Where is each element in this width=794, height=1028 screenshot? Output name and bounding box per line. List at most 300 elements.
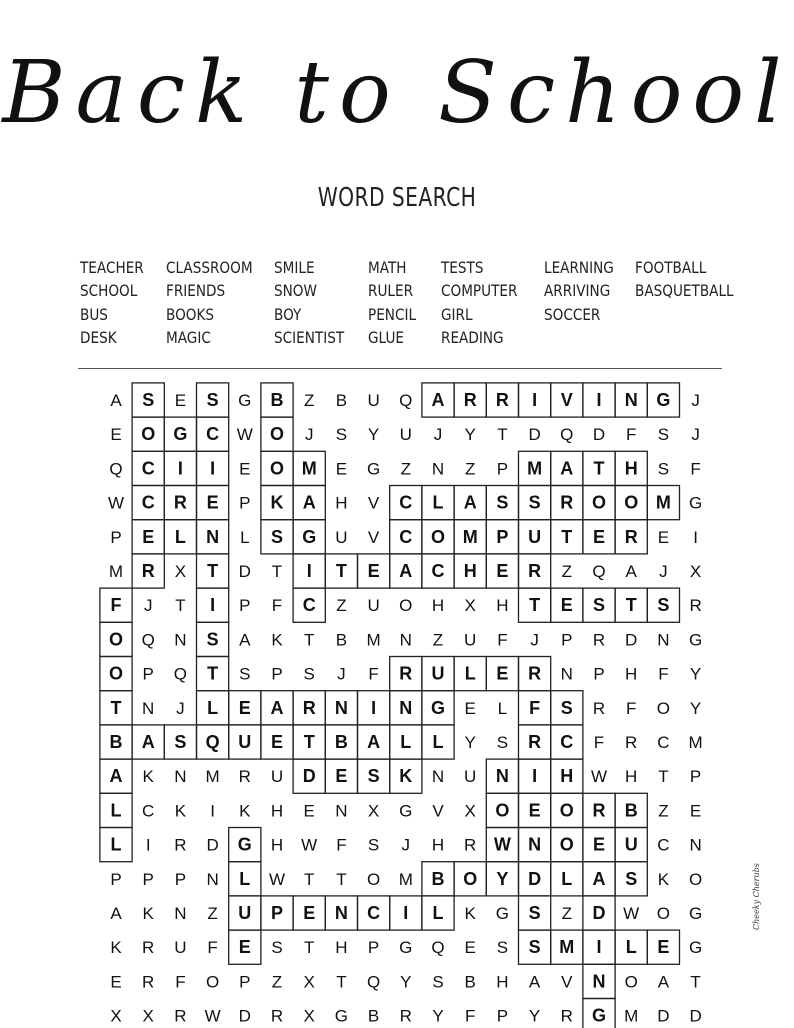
grid-letter: U (431, 663, 445, 684)
grid-letter: F (593, 733, 605, 752)
grid-letter: B (367, 1006, 380, 1026)
grid-letter: K (110, 938, 122, 958)
word-item: GLUE (368, 327, 404, 347)
grid-letter: P (110, 527, 122, 547)
grid-letter: C (560, 732, 574, 752)
grid-letter: D (657, 1006, 670, 1026)
grid-letter: S (560, 697, 573, 718)
grid-letter: F (497, 630, 508, 650)
grid-letter: H (625, 767, 638, 787)
grid-letter: S (335, 425, 348, 445)
word-item: TEACHER (80, 258, 144, 277)
grid-letter: U (335, 527, 348, 547)
grid-letter: V (561, 972, 573, 992)
grid-letter: C (399, 492, 413, 513)
grid-letter: E (464, 938, 476, 958)
grid-letter: E (239, 459, 251, 479)
grid-letter: T (207, 663, 219, 684)
grid-letter: Y (689, 698, 702, 718)
grid-letter: K (464, 904, 476, 923)
subtitle: WORD SEARCH (317, 183, 477, 213)
grid-letter: E (270, 732, 284, 752)
grid-letter: G (656, 390, 671, 410)
word-item: SNOW (274, 281, 317, 301)
grid-letter: A (302, 492, 316, 513)
grid-letter: M (559, 937, 575, 958)
grid-letter: A (528, 972, 541, 992)
grid-letter: P (496, 459, 509, 479)
grid-letter: E (496, 561, 509, 581)
grid-letter: G (237, 834, 252, 855)
grid-letter: S (206, 629, 219, 650)
grid-letter: D (206, 835, 219, 855)
grid-letter: G (173, 424, 188, 445)
grid-letter: N (206, 526, 220, 547)
grid-letter: M (108, 562, 124, 581)
grid-letter: Z (207, 904, 218, 923)
grid-letter: C (142, 801, 155, 821)
word-item: MAGIC (166, 327, 211, 347)
grid-letter: S (496, 938, 509, 958)
grid-letter: N (689, 835, 702, 855)
grid-letter: O (108, 663, 124, 684)
grid-letter: L (432, 732, 444, 752)
grid-letter: H (496, 972, 509, 992)
grid-letter: J (143, 596, 153, 616)
grid-letter: E (464, 698, 476, 718)
grid-letter: K (271, 630, 283, 650)
grid-letter: L (464, 663, 476, 684)
grid-letter: R (592, 800, 606, 821)
grid-letter: R (141, 561, 155, 581)
grid-letter: O (624, 492, 639, 513)
grid-letter: S (625, 868, 638, 889)
word-item: DESK (80, 327, 117, 347)
grid-letter: S (367, 835, 380, 855)
grid-letter: E (592, 526, 606, 547)
grid-letter: R (592, 630, 606, 650)
grid-letter: O (366, 869, 381, 889)
grid-letter: X (142, 1006, 154, 1026)
grid-letter: T (529, 595, 541, 616)
grid-letter: R (560, 1006, 573, 1026)
grid-letter: L (561, 868, 573, 889)
grid-letter: H (496, 596, 509, 616)
grid-letter: Y (432, 1006, 444, 1026)
grid-letter: Z (432, 630, 444, 650)
grid-letter: O (205, 972, 220, 992)
grid-letter: R (142, 972, 155, 992)
grid-letter: A (657, 972, 670, 992)
grid-letter: R (173, 492, 187, 513)
grid-letter: T (658, 767, 669, 787)
grid-letter: N (206, 869, 219, 889)
grid-letter: X (464, 801, 476, 821)
grid-letter: D (592, 903, 606, 923)
grid-letter: U (238, 732, 252, 752)
word-item: FOOTBALL (635, 258, 707, 277)
grid-letter: P (110, 869, 122, 889)
grid-letter: A (431, 390, 445, 410)
grid-letter: E (238, 697, 251, 718)
grid-letter: W (623, 904, 640, 923)
grid-letter: K (657, 869, 670, 889)
grid-letter: H (335, 938, 348, 958)
grid-letter: N (495, 766, 509, 787)
grid-letter: P (239, 493, 251, 513)
grid-letter: P (496, 1006, 509, 1026)
grid-letter: R (624, 526, 638, 547)
grid-letter: M (688, 733, 703, 752)
grid-letter: K (142, 904, 154, 923)
grid-letter: T (593, 458, 605, 479)
grid-letter: L (432, 492, 444, 513)
grid-letter: C (206, 424, 220, 445)
grid-letter: E (367, 561, 380, 581)
grid-letter: M (398, 869, 413, 889)
grid-letter: O (463, 868, 478, 889)
grid-letter: F (626, 425, 637, 445)
grid-letter: W (204, 1006, 221, 1026)
grid-letter: L (400, 732, 412, 752)
grid-letter: G (366, 459, 381, 479)
grid-letter: C (399, 526, 413, 547)
grid-letter: R (495, 390, 509, 410)
grid-letter: U (399, 425, 412, 445)
grid-letter: D (238, 562, 251, 581)
grid-letter: Q (399, 391, 413, 410)
grid-letter: T (336, 869, 347, 889)
grid-letter: F (207, 938, 218, 958)
grid-letter: Y (464, 733, 476, 752)
grid-letter: P (689, 767, 702, 787)
grid-letter: E (303, 903, 316, 923)
grid-letter: T (304, 938, 315, 958)
word-item: RULER (368, 281, 414, 301)
grid-letter: E (335, 459, 348, 479)
grid-letter: M (301, 458, 317, 479)
word-item: BUS (80, 304, 108, 324)
grid-letter: M (366, 630, 381, 650)
grid-letter: Q (205, 732, 220, 752)
grid-letter: J (530, 630, 539, 650)
grid-letter: A (592, 868, 606, 889)
grid-letter: V (367, 493, 380, 513)
grid-letter: K (239, 801, 251, 821)
grid-letter: L (174, 526, 186, 547)
grid-letter: G (334, 1006, 349, 1026)
word-item: BASQUETBALL (635, 281, 734, 301)
grid-letter: E (689, 801, 702, 821)
grid-letter: H (270, 801, 284, 821)
grid-letter: G (688, 904, 703, 923)
grid-letter: T (271, 562, 283, 581)
grid-letter: A (367, 732, 381, 752)
word-item: BOY (274, 304, 302, 324)
grid-letter: S (592, 595, 606, 616)
grid-letter: I (210, 801, 215, 821)
word-item: SMILE (274, 258, 315, 277)
grid-letter: Q (366, 972, 381, 992)
grid-letter: R (399, 663, 413, 684)
grid-letter: W (493, 834, 511, 855)
grid-letter: I (403, 903, 409, 923)
grid-letter: T (561, 526, 573, 547)
grid-letter: L (207, 697, 219, 718)
grid-letter: S (142, 390, 155, 410)
grid-letter: G (688, 938, 703, 958)
grid-letter: W (236, 425, 253, 445)
grid-letter: S (432, 972, 444, 992)
grid-letter: Q (141, 630, 155, 650)
grid-letter: I (693, 527, 698, 547)
grid-letter: R (689, 596, 702, 616)
grid-letter: Z (561, 904, 572, 923)
word-item: LEARNING (544, 258, 614, 277)
grid-letter: N (399, 697, 413, 718)
grid-letter: B (431, 868, 445, 889)
grid-letter: U (238, 903, 252, 923)
grid-letter: C (657, 733, 670, 752)
grid-letter: I (306, 561, 312, 581)
grid-letter: U (624, 834, 638, 855)
grid-letter: K (270, 492, 284, 513)
grid-letter: R (464, 835, 477, 855)
word-item: PENCIL (368, 304, 417, 324)
grid-letter: O (591, 492, 607, 513)
grid-letter: E (110, 972, 122, 992)
grid-letter: S (496, 492, 509, 513)
grid-letter: M (624, 1006, 639, 1026)
grid-letter: L (110, 834, 122, 855)
grid-letter: H (463, 561, 477, 581)
grid-letter: L (432, 903, 444, 923)
grid-letter: P (593, 664, 605, 684)
grid-letter: S (271, 938, 283, 958)
grid-letter: J (433, 425, 443, 445)
grid-letter: J (176, 698, 185, 718)
grid-letter: S (528, 492, 541, 513)
grid-letter: A (109, 766, 123, 787)
grid-letter: Z (561, 562, 572, 581)
grid-letter: Y (528, 1006, 541, 1026)
grid-letter: S (206, 390, 219, 410)
grid-letter: O (269, 424, 285, 445)
grid-letter: Z (336, 596, 347, 616)
word-item: CLASSROOM (166, 258, 253, 277)
grid-letter: O (430, 526, 446, 547)
grid-letter: J (691, 391, 700, 410)
grid-letter: T (336, 972, 347, 992)
grid-letter: O (656, 904, 671, 923)
grid-letter: R (592, 698, 606, 718)
grid-letter: P (174, 869, 187, 889)
word-item: GIRL (441, 304, 473, 324)
grid-letter: R (528, 561, 542, 581)
grid-letter: T (110, 697, 122, 718)
grid-letter: E (528, 800, 541, 821)
grid-letter: L (240, 527, 250, 547)
grid-letter: I (371, 697, 377, 718)
grid-letter: Q (109, 459, 123, 479)
grid-letter: R (238, 767, 251, 787)
grid-letter: E (206, 492, 219, 513)
grid-letter: O (624, 972, 638, 992)
grid-letter: P (239, 596, 251, 616)
grid-letter: N (334, 903, 348, 923)
grid-letter: S (496, 733, 509, 752)
grid-letter: H (560, 766, 574, 787)
grid-letter: O (559, 800, 574, 821)
grid-letter: K (174, 801, 187, 821)
grid-letter: E (110, 425, 122, 445)
word-item: TESTS (441, 258, 484, 277)
grid-letter: B (335, 630, 348, 650)
grid-letter: F (465, 1006, 476, 1026)
grid-letter: W (590, 767, 608, 787)
grid-letter: J (337, 664, 346, 684)
grid-letter: X (174, 562, 187, 581)
credit-text: Cheeky Cherubs (752, 863, 761, 930)
grid-letter: L (497, 698, 508, 718)
grid-letter: S (367, 766, 380, 787)
grid-letter: G (399, 801, 413, 821)
grid-letter: Q (592, 562, 606, 581)
grid-letter: P (561, 630, 573, 650)
grid-letter: O (399, 596, 413, 616)
grid-letter: A (110, 391, 122, 410)
grid-letter: X (110, 1006, 122, 1026)
grid-letter: L (625, 937, 637, 958)
grid-letter: R (528, 732, 542, 752)
grid-letter: A (560, 458, 574, 479)
grid-letter: Z (304, 391, 315, 410)
word-item: READING (441, 327, 504, 347)
grid-letter: Y (464, 425, 476, 445)
grid-letter: T (625, 595, 637, 616)
grid-letter: O (656, 698, 671, 718)
grid-letter: T (303, 732, 315, 752)
word-item: COMPUTER (441, 281, 518, 301)
grid-letter: N (174, 767, 187, 787)
grid-letter: L (110, 800, 122, 821)
grid-letter: N (431, 459, 445, 479)
grid-letter: W (268, 869, 286, 889)
grid-letter: F (368, 664, 379, 684)
word-item: FRIENDS (166, 281, 226, 301)
grid-letter: X (689, 562, 702, 581)
grid-letter: S (270, 526, 284, 547)
grid-letter: I (596, 937, 602, 958)
grid-letter: H (431, 835, 445, 855)
grid-letter: E (496, 663, 509, 684)
grid-letter: P (270, 903, 284, 923)
grid-letter: S (657, 595, 670, 616)
grid-letter: R (399, 1006, 412, 1026)
grid-letter: U (367, 596, 380, 616)
grid-letter: R (302, 697, 316, 718)
grid-letter: U (528, 526, 542, 547)
grid-letter: D (528, 425, 541, 445)
grid-letter: C (431, 561, 445, 581)
grid-letter: Y (496, 868, 509, 889)
grid-letter: I (596, 390, 602, 410)
grid-letter: S (657, 425, 670, 445)
grid-letter: D (592, 425, 606, 445)
grid-letter: F (110, 595, 122, 616)
grid-letter: D (238, 1006, 251, 1026)
grid-letter: P (142, 869, 154, 889)
grid-letter: V (560, 390, 573, 410)
grid-letter: N (560, 664, 573, 684)
grid-letter: R (174, 835, 187, 855)
grid-letter: U (367, 391, 380, 410)
grid-letter: U (174, 938, 187, 958)
grid-letter: E (174, 391, 187, 410)
grid-letter: T (335, 561, 347, 581)
grid-letter: T (304, 869, 315, 889)
grid-letter: G (430, 697, 446, 718)
grid-letter: M (655, 492, 671, 513)
grid-letter: I (177, 458, 183, 479)
grid-letter: N (431, 767, 445, 787)
word-item: BOOKS (166, 304, 215, 324)
grid-letter: G (591, 1005, 607, 1026)
grid-letter: N (592, 971, 606, 992)
grid-letter: E (303, 801, 315, 821)
grid-letter: F (690, 459, 701, 479)
grid-letter: P (239, 972, 251, 992)
grid-letter: J (401, 835, 411, 855)
grid-letter: U (270, 767, 284, 787)
grid-letter: R (463, 390, 477, 410)
grid-letter: T (175, 596, 186, 616)
grid-letter: O (108, 629, 124, 650)
grid-letter: B (624, 800, 638, 821)
grid-letter: R (174, 1006, 187, 1026)
grid-letter: J (304, 425, 314, 445)
grid-letter: D (528, 868, 542, 889)
grid-letter: X (303, 972, 315, 992)
grid-letter: A (239, 630, 251, 650)
grid-letter: O (559, 834, 574, 855)
grid-letter: A (110, 904, 122, 923)
grid-letter: B (335, 391, 348, 410)
grid-letter: W (107, 493, 125, 513)
grid-letter: F (175, 972, 186, 992)
grid-letter: Y (689, 664, 702, 684)
grid-letter: A (270, 697, 284, 718)
grid-letter: P (367, 938, 380, 958)
grid-letter: S (239, 664, 251, 684)
grid-letter: Z (465, 459, 476, 479)
grid-letter: I (145, 835, 151, 855)
grid-letter: G (399, 938, 413, 958)
grid-letter: Q (173, 664, 188, 684)
grid-letter: Q (431, 938, 445, 958)
grid-letter: F (336, 835, 347, 855)
grid-letter: I (210, 595, 216, 616)
word-item: SOCCER (544, 304, 601, 324)
grid-letter: E (335, 766, 348, 787)
grid-letter: Z (400, 459, 411, 479)
grid-letter: A (141, 732, 155, 752)
grid-letter: N (528, 834, 542, 855)
grid-letter: T (690, 972, 701, 992)
grid-letter: B (334, 732, 348, 752)
grid-letter: H (431, 596, 445, 616)
grid-letter: D (302, 766, 316, 787)
